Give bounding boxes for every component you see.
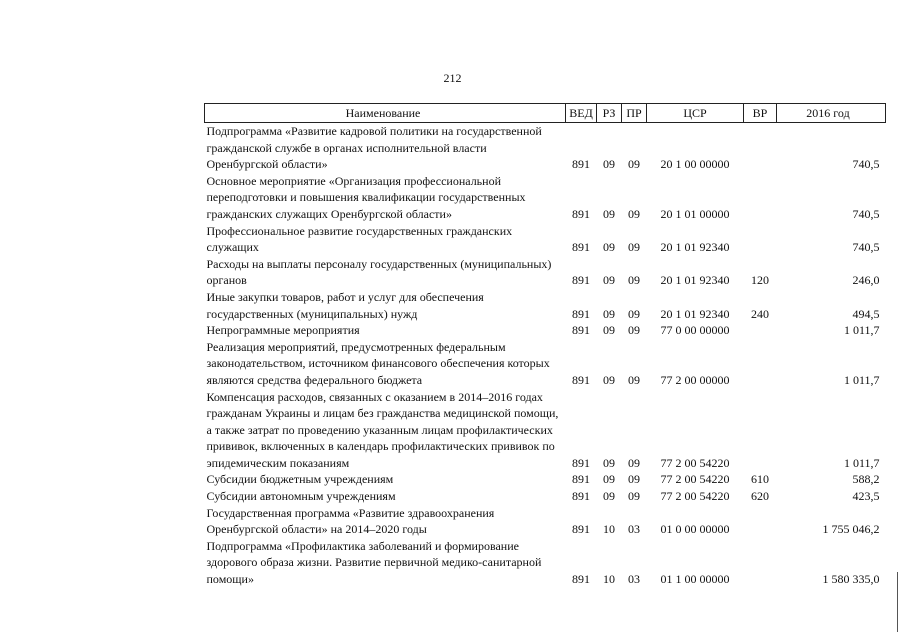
cell-name: Субсидии автономным учреждениям: [206, 489, 396, 504]
cell-sum: 246,0: [852, 273, 880, 288]
cell-sum: 1 755 046,2: [822, 522, 880, 537]
cell-rz: 10: [603, 522, 615, 537]
cell-ved: 891: [572, 323, 590, 338]
table-header-row: [205, 104, 886, 123]
cell-ved: 891: [572, 572, 590, 587]
cell-pr: 09: [628, 273, 640, 288]
cell-sum: 1 011,7: [843, 372, 880, 387]
cell-rz: 09: [603, 157, 615, 172]
cell-pr: 03: [628, 522, 640, 537]
cell-name: Подпрограмма «Развитие кадровой политики на государственной гражданской службе в органах исполнительной власти Оренбургской области»: [206, 124, 542, 172]
table-row: [205, 505, 886, 538]
cell-vr: [744, 505, 777, 538]
cell-vr: 610: [751, 472, 769, 487]
cell-name: Основное мероприятие «Организация профессиональной переподготовки и повышения квалификации государственных гражданских служащих Оренбургской области»: [206, 173, 526, 221]
column-header-sum: 2016 год: [777, 104, 886, 123]
cell-pr: 09: [628, 472, 640, 487]
cell-csr: 20 1 01 92340: [660, 306, 730, 321]
cell-rz: 09: [603, 323, 615, 338]
page-number: 212: [443, 71, 462, 85]
cell-csr: 77 0 00 00000: [660, 323, 730, 338]
cell-sum: 494,5: [852, 306, 880, 321]
cell-name: Субсидии бюджетным учреждениям: [206, 472, 394, 487]
column-header-vr: ВР: [744, 104, 777, 123]
table-body: [205, 123, 886, 588]
cell-csr: 20 1 00 00000: [660, 157, 730, 172]
cell-name: Иные закупки товаров, работ и услуг для обеспечения государственных (муниципальных) нужд: [206, 289, 484, 321]
budget-table: [204, 103, 886, 588]
cell-pr: 09: [628, 372, 640, 387]
cell-vr: 620: [751, 489, 769, 504]
cell-vr: 240: [751, 306, 769, 321]
cell-name: Расходы на выплаты персоналу государственных (муниципальных) органов: [206, 256, 552, 288]
column-header-ved: ВЕД: [566, 104, 597, 123]
table-row: [205, 123, 886, 173]
cell-ved: 891: [572, 372, 590, 387]
cell-ved: 891: [572, 489, 590, 504]
cell-csr: 20 1 01 92340: [660, 240, 730, 255]
table-row: [205, 471, 886, 488]
cell-pr: 09: [628, 206, 640, 221]
table-row: [205, 488, 886, 505]
cell-rz: 09: [603, 489, 615, 504]
cell-ved: 891: [572, 455, 590, 470]
page-edge-line: [897, 572, 898, 632]
cell-name: Подпрограмма «Профилактика заболеваний и формирование здорового образа жизни. Развитие первичной медико-санитарной помощи»: [206, 538, 542, 587]
cell-vr: [744, 223, 777, 256]
cell-rz: 09: [603, 306, 615, 321]
cell-csr: 77 2 00 00000: [660, 372, 730, 387]
cell-sum: 1 580 335,0: [822, 572, 880, 587]
cell-name: Профессиональное развитие государственных гражданских служащих: [206, 223, 513, 255]
table-row: [205, 339, 886, 389]
cell-vr: [744, 389, 777, 472]
cell-ved: 891: [572, 522, 590, 537]
cell-pr: 09: [628, 157, 640, 172]
cell-rz: 09: [603, 273, 615, 288]
cell-csr: 20 1 01 92340: [660, 273, 730, 288]
cell-csr: 20 1 01 00000: [660, 206, 730, 221]
cell-sum: 1 011,7: [843, 323, 880, 338]
table-row: [205, 389, 886, 472]
cell-sum: 740,5: [852, 206, 880, 221]
table-row: [205, 538, 886, 588]
table-row: [205, 256, 886, 289]
cell-ved: 891: [572, 240, 590, 255]
cell-vr: 120: [751, 273, 769, 288]
cell-ved: 891: [572, 273, 590, 288]
column-header-rz: РЗ: [597, 104, 622, 123]
cell-csr: 77 2 00 54220: [660, 455, 730, 470]
cell-ved: 891: [572, 306, 590, 321]
cell-rz: 09: [603, 206, 615, 221]
table-row: [205, 173, 886, 223]
cell-ved: 891: [572, 206, 590, 221]
cell-name: Государственная программа «Развитие здравоохранения Оренбургской области» на 2014–2020 годы: [206, 505, 495, 537]
cell-pr: 09: [628, 455, 640, 470]
cell-ved: 891: [572, 157, 590, 172]
cell-sum: 588,2: [852, 472, 880, 487]
cell-vr: [744, 339, 777, 389]
cell-ved: 891: [572, 472, 590, 487]
cell-rz: 09: [603, 455, 615, 470]
cell-pr: 09: [628, 489, 640, 504]
cell-sum: 740,5: [852, 240, 880, 255]
table-row: [205, 289, 886, 322]
table-row: [205, 223, 886, 256]
cell-sum: 1 011,7: [843, 455, 880, 470]
table-row: [205, 322, 886, 339]
cell-pr: 09: [628, 306, 640, 321]
cell-csr: 01 1 00 00000: [660, 572, 730, 587]
cell-rz: 09: [603, 472, 615, 487]
column-header-name: Наименование: [205, 104, 566, 123]
cell-name: Непрограммные мероприятия: [206, 323, 360, 338]
cell-sum: 423,5: [852, 489, 880, 504]
cell-pr: 03: [628, 572, 640, 587]
cell-sum: 740,5: [852, 157, 880, 172]
cell-vr: [744, 538, 777, 588]
cell-name: Реализация мероприятий, предусмотренных федеральным законодательством, источником финансового обеспечения которых являются средства федерального бюджета: [206, 339, 550, 387]
column-header-csr: ЦСР: [647, 104, 744, 123]
cell-rz: 09: [603, 372, 615, 387]
cell-csr: 77 2 00 54220: [660, 489, 730, 504]
cell-vr: [744, 123, 777, 173]
cell-pr: 09: [628, 323, 640, 338]
column-header-pr: ПР: [622, 104, 647, 123]
cell-rz: 10: [603, 572, 615, 587]
cell-pr: 09: [628, 240, 640, 255]
cell-name: Компенсация расходов, связанных с оказанием в 2014–2016 годах гражданам Украины и лицам без гражданства медицинской помощи, а также затрат по проведению указанным лицам профилактических прививок, включенных в календарь профилактических прививок по эпидемическим показаниям: [206, 389, 559, 470]
cell-rz: 09: [603, 240, 615, 255]
cell-vr: [744, 322, 777, 339]
cell-csr: 01 0 00 00000: [660, 522, 730, 537]
cell-vr: [744, 173, 777, 223]
cell-csr: 77 2 00 54220: [660, 472, 730, 487]
